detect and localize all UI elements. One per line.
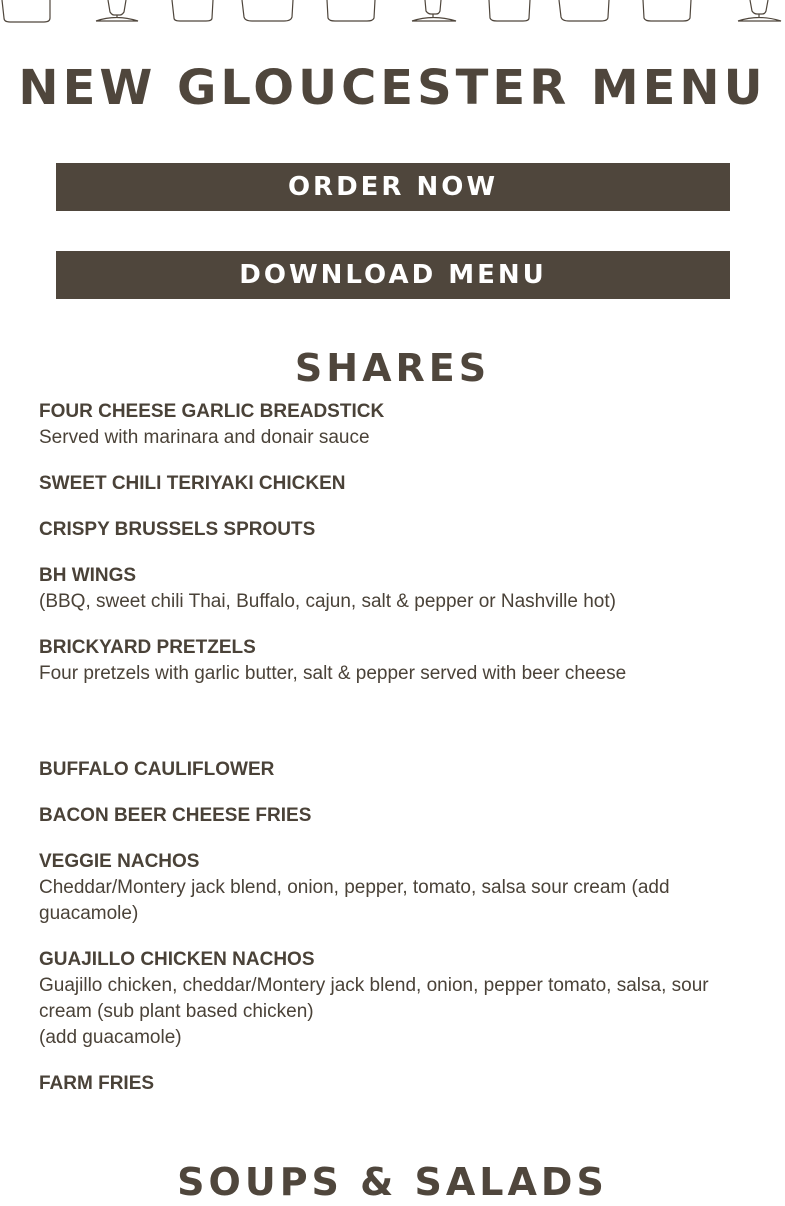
menu-item-description: Four pretzels with garlic butter, salt & pepper served with beer cheese <box>39 663 627 684</box>
section-heading-soups-salads: SOUPS & SALADS <box>177 1160 608 1204</box>
menu-item-name: BRICKYARD PRETZELS <box>39 637 256 658</box>
menu-item <box>39 849 754 927</box>
section-heading-shares: SHARES <box>294 346 491 390</box>
menu-item <box>39 399 754 451</box>
menu-item <box>39 563 754 615</box>
menu-item-description: (BBQ, sweet chili Thai, Buffalo, cajun, salt & pepper or Nashville hot) <box>39 591 616 612</box>
menu-item <box>39 803 754 829</box>
menu-item <box>39 757 754 783</box>
menu-item <box>39 517 754 543</box>
menu-item <box>39 635 754 687</box>
download-menu-button[interactable]: DOWNLOAD MENU <box>56 251 730 299</box>
glassware-illustration-icon <box>0 0 785 26</box>
menu-item-description: Cheddar/Montery jack blend, onion, pepper, tomato, salsa sour cream (add guacamole) <box>39 877 670 924</box>
menu-item <box>39 1071 754 1097</box>
menu-item-name: FOUR CHEESE GARLIC BREADSTICK <box>39 401 385 422</box>
page-title: NEW GLOUCESTER MENU <box>18 60 767 116</box>
menu-item-name: BH WINGS <box>39 565 137 586</box>
menu-item-name: CRISPY BRUSSELS SPROUTS <box>39 519 316 540</box>
order-now-button[interactable]: ORDER NOW <box>56 163 730 211</box>
menu-item-name: VEGGIE NACHOS <box>39 851 200 872</box>
menu-spacer <box>39 707 754 757</box>
menu-item-name: BACON BEER CHEESE FRIES <box>39 805 312 826</box>
menu-item <box>39 947 754 1051</box>
menu-item-name: BUFFALO CAULIFLOWER <box>39 759 275 780</box>
menu-item-name: GUAJILLO CHICKEN NACHOS <box>39 949 315 970</box>
menu-item-description: Served with marinara and donair sauce <box>39 427 370 448</box>
menu-item-description: Guajillo chicken, cheddar/Montery jack blend, onion, pepper tomato, salsa, sour cream (sub plant based chicken) <box>39 975 709 1022</box>
menu-item-description-extra: (add guacamole) <box>39 1027 182 1048</box>
menu-item-name: FARM FRIES <box>39 1073 155 1094</box>
menu-item <box>39 471 754 497</box>
glassware-decoration <box>0 0 785 26</box>
menu-item-name: SWEET CHILI TERIYAKI CHICKEN <box>39 473 346 494</box>
shares-menu-list <box>39 399 754 1117</box>
